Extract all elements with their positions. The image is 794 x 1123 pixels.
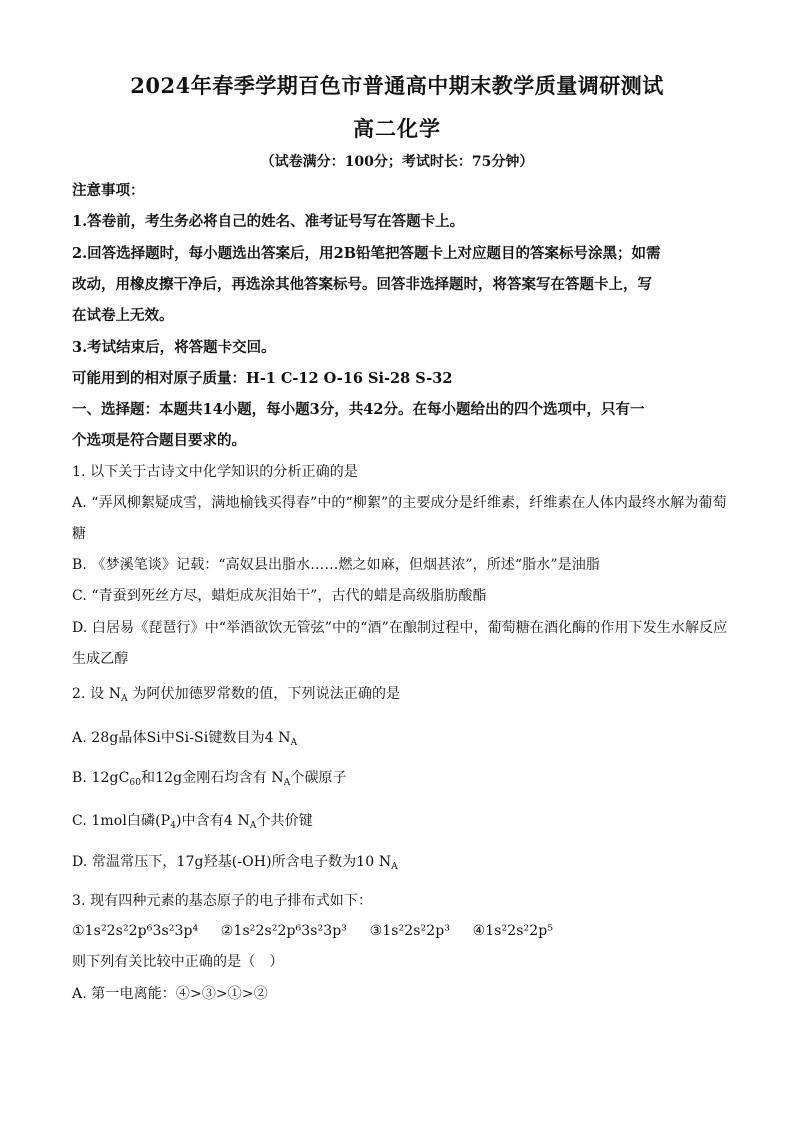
section-1-heading-line-1: 一、选择题：本题共14小题，每小题3分，共42分。在每小题给出的四个选项中，只有一 [72, 401, 645, 418]
exam-title: 2024年春季学期百色市普通高中期末教学质量调研测试 [130, 73, 664, 98]
notice-item-2-line-1: 2.回答选择题时，每小题选出答案后，用2B铅笔把答题卡上对应题目的答案标号涂黑；如需 [72, 245, 661, 262]
na-symbol: $N_A$ [271, 770, 291, 788]
q2-option-c: C. 1mol白磷$(P_4)$中含有4 $N_A$个共价键 [72, 813, 313, 831]
q3-config-4: ④1s²2s²2p⁵ [472, 923, 554, 939]
q1-option-b: B. 《梦溪笔谈》记载：“高奴县出脂水……燃之如麻，但烟甚浓”，所述“脂水”是油脂 [72, 557, 600, 573]
subject-title: 高二化学 [353, 116, 441, 141]
q2-stem-suffix: 为阿伏加德罗常数的值，下列说法正确的是 [132, 686, 401, 702]
exam-info: （试卷满分：100分；考试时长：75分钟） [260, 154, 534, 170]
q2-stem [72, 684, 732, 709]
section-1-heading-line-2: 个选项是符合题目要求的。 [72, 432, 246, 449]
p4-formula: $P_4$ [160, 813, 177, 831]
q1-option-a-line-1: A. “弄风柳絮疑成雪，满地榆钱买得春”中的“柳絮”的主要成分是纤维素，纤维素在人体内最终水解为葡萄 [72, 495, 727, 511]
q3-question: 则下列有关比较中正确的是（ ） [72, 954, 284, 970]
q3-stem: 3. 现有四种元素的基态原子的电子排布式如下： [72, 893, 373, 909]
notice-item-1: 1.答卷前，考生务必将自己的姓名、准考证号写在答题卡上。 [72, 213, 465, 230]
notice-item-2-line-3: 在试卷上无效。 [72, 307, 174, 324]
c60-formula: $C_{60}$ [118, 770, 142, 788]
notice-item-3: 3.考试结束后，将答题卡交回。 [72, 339, 276, 356]
q1-option-d-line-2: 生成乙醇 [72, 651, 129, 667]
q1-option-d-line-1: D. 白居易《琵琶行》中“举酒欲饮无管弦”中的“酒”在酿制过程中，葡萄糖在酒化酶的作用下发生水解反应 [72, 620, 728, 636]
q1-option-a-line-2: 糖 [72, 526, 87, 542]
notice-item-2-line-2: 改动，用橡皮擦干净后，再选涂其他答案标号。回答非选择题时，将答案写在答题卡上，写 [72, 276, 652, 293]
q2-option-d: D. 常温常压下，17g羟基(-OH)所含电子数为10 $N_A$ [72, 854, 398, 872]
q3-config-3: ③1s²2s²2p³ [369, 923, 451, 939]
na-symbol: $N_A$ [278, 730, 298, 748]
q3-option-a: A. 第一电离能：④>③>①>② [72, 986, 268, 1002]
q3-config-2: ②1s²2s²2p⁶3s²3p³ [220, 923, 348, 939]
q1-option-c: C. “青蚕到死丝方尽，蜡炬成灰泪始干”，古代的蜡是高级脂肪酸酯 [72, 588, 487, 604]
q2-option-a: A. 28g晶体Si中Si-Si键数目为4 $N_A$ [72, 730, 298, 748]
q3-configs [72, 921, 732, 941]
na-symbol: $N_A$ [108, 686, 128, 704]
q1-stem: 1. 以下关于古诗文中化学知识的分析正确的是 [72, 464, 359, 480]
q2-option-b: B. $12gC_{60}$和12g金刚石均含有 $N_A$个碳原子 [72, 770, 347, 788]
notice-heading: 注意事项： [72, 182, 145, 199]
na-symbol: $N_A$ [378, 854, 398, 872]
na-symbol: $N_A$ [237, 813, 257, 831]
q3-config-1: ①1s²2s²2p⁶3s²3p⁴ [72, 923, 199, 939]
q2-stem-prefix: 2. 设 [72, 686, 105, 702]
atomic-masses: 可能用到的相对原子质量：H-1 C-12 O-16 Si-28 S-32 [72, 370, 453, 387]
